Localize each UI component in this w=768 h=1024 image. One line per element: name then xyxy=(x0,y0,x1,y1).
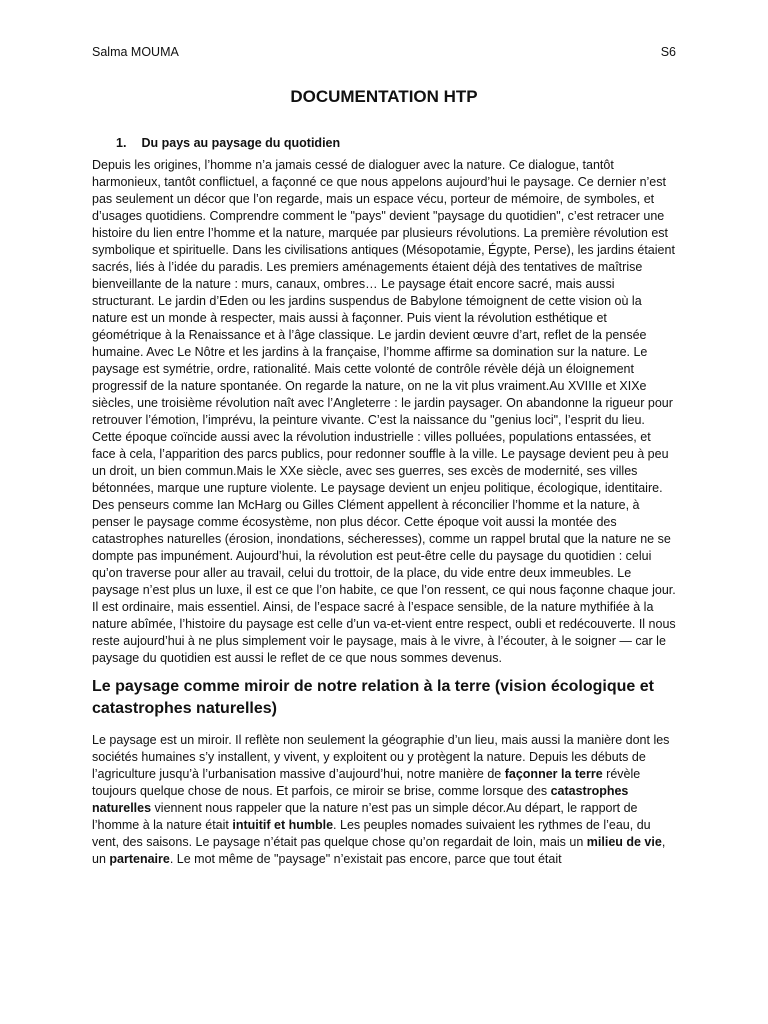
document-title: DOCUMENTATION HTP xyxy=(290,87,478,106)
paragraph-text: . Les peuples nomades suivaient les rythmes de l’eau, du vent, des saisons. Le paysage n’était pas quelque chose qu’on regardait de loin, mais un xyxy=(92,818,651,849)
section-2-heading: Le paysage comme miroir de notre relation à la terre (vision écologique et catastrophes naturelles) xyxy=(92,678,654,717)
section-2-paragraph xyxy=(92,732,676,868)
bold-phrase: milieu de vie xyxy=(586,835,662,849)
author-name: Salma MOUMA xyxy=(92,45,179,59)
section-1-paragraph: Depuis les origines, l’homme n’a jamais cessé de dialoguer avec la nature. Ce dialogue, tantôt harmonieux, tantôt conflictuel, a façonné ce que nous appelons aujourd’hui le paysage. Ce dernier n’est pas seulement un décor que l’on regarde, mais un espace vécu, porteur de mémoire, de symboles, et d’usages quotidiens. Comprendre comment le "pays" devient "paysage du quotidien", c’est retracer une histoire du lien entre l’homme et la nature, marquée par plusieurs révolutions. La première révolution est symbolique et spirituelle. Dans les civilisations antiques (Mésopotamie, Égypte, Perse), les jardins étaient sacrés, liés à l’idée du paradis. Les premiers aménagements étaient déjà des tentatives de maîtrise bienveillante de la nature : murs, canaux, ombres… Le paysage était encore sacré, mais aussi structurant. Le jardin d’Eden ou les jardins suspendus de Babylone témoignent de cette vision où la nature est un monde à respecter, mais aussi à façonner. Puis vient la révolution esthétique et géométrique à la Renaissance et à l’âge classique. Le jardin devient œuvre d’art, reflet de la pensée humaine. Avec Le Nôtre et les jardins à la française, l’homme affirme sa domination sur la nature. Le paysage est symétrie, ordre, rationalité. Mais cette volonté de contrôle révèle déjà un éloignement progressif de la nature spontanée. On regarde la nature, on ne la vit plus vraiment.Au XVIIIe et XIXe siècles, une troisième révolution naît avec l’Angleterre : le jardin paysager. On abandonne la rigueur pour retrouver l’émotion, l’imprévu, la peinture vivante. C’est la naissance du "genius loci", l’esprit du lieu. Cette époque coïncide aussi avec la révolution industrielle : villes polluées, populations entassées, et face à cela, l’apparition des parcs publics, pour redonner souffle à la ville. Le paysage devient peu à peu un droit, un bien commun.Mais le XXe siècle, avec ses guerres, ses excès de modernité, ses villes bétonnées, marque une rupture violente. Le paysage devient un enjeu politique, écologique, identitaire. Des penseurs comme Ian McHarg ou Gilles Clément appellent à réconcilier l’homme et la nature, à penser le paysage comme écosystème, non plus décor. Cette époque voit aussi la montée des catastrophes naturelles (érosion, inondations, sécheresses), comme un rappel brutal que la nature ne se dompte pas impunément. Aujourd’hui, la révolution est peut-être celle du paysage du quotidien : celui qu’on traverse pour aller au travail, celui du trottoir, de la place, du vide entre deux immeubles. Le paysage n’est plus un luxe, il est ce que l’on habite, ce que l’on ressent, ce qui nous façonne chaque jour. Il est ordinaire, mais essentiel. Ainsi, de l’espace sacré à l’espace sensible, de la nature mythifiée à la nature abîmée, l’histoire du paysage est celle d’un va-et-vient entre respect, oubli et redécouverte. Il nous reste aujourd’hui à ne plus simplement voir le paysage, mais à le vivre, à l’écouter, à le soigner — car le paysage du quotidien est aussi le reflet de ce que nous sommes devenus. xyxy=(92,158,676,665)
page-header xyxy=(92,44,676,60)
bold-phrase: intuitif et humble xyxy=(232,818,334,832)
semester-label: S6 xyxy=(660,45,676,59)
section-1-number: 1. xyxy=(116,136,127,150)
bold-phrase: catastrophes naturelles xyxy=(92,784,629,815)
bold-phrase: façonner la terre xyxy=(504,767,603,781)
section-1-title: Du pays au paysage du quotidien xyxy=(141,136,341,150)
paragraph-text: révèle toujours quelque chose de nous. Et parfois, ce miroir se brise, comme lorsque des xyxy=(92,767,641,798)
paragraph-text: viennent nous rappeler que la nature n’est pas un simple décor.Au départ, le rapport de l’homme à la nature était xyxy=(92,801,638,832)
bold-phrase: partenaire xyxy=(109,852,170,866)
paragraph-text: , un xyxy=(92,835,666,866)
paragraph-text: . Le mot même de "paysage" n’existait pas encore, parce que tout était xyxy=(169,852,562,866)
paragraph-text: Le paysage est un miroir. Il reflète non seulement la géographie d’un lieu, mais aussi la manière dont les sociétés humaines s’y installent, y vivent, y exploitent ou y protègent la nature. Depuis les débuts de l’agriculture jusqu’à l’urbanisation massive d’aujourd’hui, notre manière de xyxy=(92,733,670,781)
section-1-heading xyxy=(116,135,676,152)
